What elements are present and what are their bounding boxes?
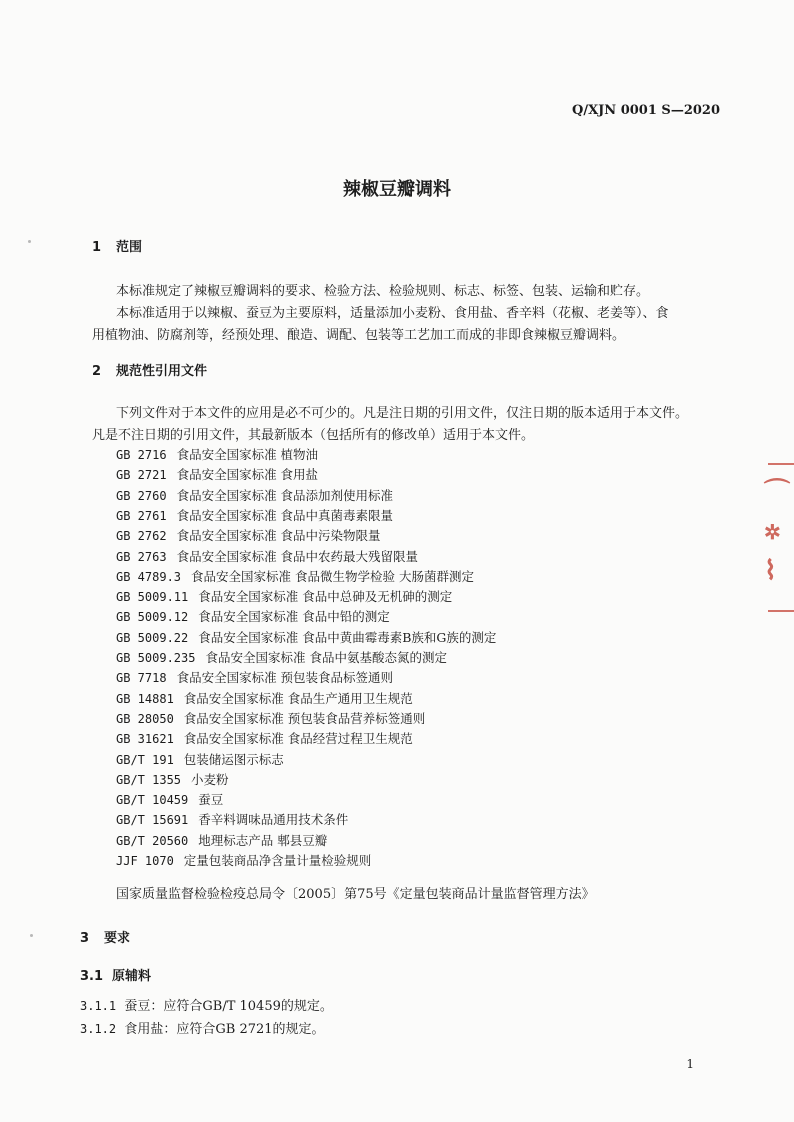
reference-code: GB 5009.12 [116, 610, 189, 625]
reference-code: GB 2760 [116, 488, 167, 503]
section-heading-scope [92, 236, 142, 255]
reference-title: 包装储运图示标志 [183, 751, 284, 767]
reference-item [116, 506, 393, 524]
reference-item [116, 587, 452, 605]
reference-code: GB 2762 [116, 529, 167, 544]
reference-item [116, 567, 474, 585]
reference-title: 食品安全国家标准 食品中铅的测定 [198, 609, 390, 625]
reference-title: 小麦粉 [191, 771, 229, 787]
reference-code: GB 14881 [116, 691, 174, 706]
paragraph: 下列文件对于本文件的应用是必不可少的。凡是注日期的引用文件，仅注日期的版本适用于本文件。 [116, 406, 689, 421]
reference-title: 食品安全国家标准 食品中总砷及无机砷的测定 [198, 589, 453, 605]
reference-code: GB/T 191 [116, 752, 174, 767]
reference-title: 食品安全国家标准 食品中氨基酸态氮的测定 [205, 650, 447, 665]
clause [80, 995, 333, 1014]
section-heading-normative-references [92, 360, 207, 379]
seal-stamp-edge [768, 463, 794, 465]
section-title: 要求 [104, 931, 131, 946]
reference-code: JJF 1070 [116, 854, 174, 868]
reference-title: 香辛料调味品通用技术条件 [198, 812, 349, 828]
subsection-number: 3.1 [80, 969, 104, 984]
reference-title: 食品安全国家标准 植物油 [176, 447, 319, 462]
reference-title: 食品安全国家标准 食品添加剂使用标准 [176, 487, 394, 503]
reference-item [116, 628, 496, 646]
clause [80, 1018, 325, 1037]
reference-title: 定量包装商品净含量计量检验规则 [183, 853, 372, 868]
reference-item [116, 790, 223, 808]
reference-code: GB/T 15691 [116, 813, 189, 828]
clause-number: 3.1.1 [80, 999, 117, 1013]
reference-item [116, 851, 371, 869]
reference-code: GB 5009.22 [116, 630, 189, 645]
section-number: 3 [80, 931, 90, 946]
seal-stamp-edge [768, 610, 794, 612]
reference-title: 食品安全国家标准 食用盐 [176, 467, 319, 483]
seal-stamp-mark: ⌒ [764, 478, 791, 508]
paragraph: 本标准适用于以辣椒、蚕豆为主要原料，适量添加小麦粉、食用盐、香辛料（花椒、老姜等）、食 [116, 306, 669, 321]
seal-stamp-mark: ✲ [764, 520, 781, 544]
document-title: 辣椒豆瓣调料 [343, 179, 451, 200]
reference-item [116, 689, 413, 707]
reference-title: 食品安全国家标准 食品生产通用卫生规范 [183, 690, 413, 706]
reference-code: GB 28050 [116, 711, 174, 726]
subsection-title: 原辅料 [112, 969, 152, 984]
decree-reference: 国家质量监督检验检疫总局令〔2005〕第75号《定量包装商品计量监督管理方法》 [116, 887, 595, 902]
reference-item [116, 547, 418, 565]
reference-item [116, 486, 393, 504]
scan-speck [30, 934, 33, 937]
reference-code: GB 7718 [116, 671, 167, 686]
subsection-heading-raw-materials [80, 965, 151, 984]
reference-item [116, 729, 413, 747]
standard-code: Q/XJN 0001 S—2020 [572, 103, 720, 118]
reference-code: GB/T 1355 [116, 772, 182, 787]
reference-code: GB 2721 [116, 468, 167, 483]
seal-stamp-mark: ⌇ [764, 556, 777, 586]
section-title: 规范性引用文件 [116, 364, 208, 379]
reference-title: 食品安全国家标准 食品经营过程卫生规范 [183, 731, 413, 747]
reference-title: 食品安全国家标准 预包装食品营养标签通则 [183, 710, 426, 726]
reference-item [116, 465, 318, 483]
section-heading-requirements [80, 927, 130, 946]
page-number: 1 [686, 1057, 694, 1071]
paragraph: 凡是不注日期的引用文件，其最新版本（包括所有的修改单）适用于本文件。 [92, 428, 535, 443]
reference-item [116, 709, 425, 727]
reference-code: GB 2761 [116, 508, 167, 523]
reference-item [116, 750, 284, 768]
scan-speck [28, 240, 31, 243]
clause-text: 蚕豆：应符合GB/T 10459的规定。 [124, 999, 333, 1014]
reference-code: GB 2763 [116, 549, 167, 564]
paragraph: 用植物油、防腐剂等，经预处理、酿造、调配、包装等工艺加工而成的非即食辣椒豆瓣调料。 [92, 328, 626, 343]
reference-code: GB/T 10459 [116, 793, 189, 808]
section-number: 2 [92, 364, 102, 379]
reference-title: 食品安全国家标准 食品中农药最大残留限量 [176, 548, 419, 564]
reference-title: 食品安全国家标准 食品微生物学检验 大肠菌群测定 [191, 568, 474, 584]
reference-code: GB 5009.11 [116, 590, 189, 605]
section-number: 1 [92, 240, 102, 255]
reference-code: GB/T 20560 [116, 833, 189, 848]
reference-title: 食品安全国家标准 食品中污染物限量 [176, 528, 381, 544]
paragraph: 本标准规定了辣椒豆瓣调料的要求、检验方法、检验规则、标志、标签、包装、运输和贮存。 [116, 284, 650, 299]
reference-item [116, 526, 381, 544]
reference-title: 食品安全国家标准 食品中真菌毒素限量 [176, 507, 394, 523]
reference-title: 食品安全国家标准 预包装食品标签通则 [176, 670, 394, 686]
clause-text: 食用盐：应符合GB 2721的规定。 [124, 1022, 325, 1037]
reference-title: 蚕豆 [198, 792, 224, 808]
reference-title: 地理标志产品 郫县豆瓣 [198, 832, 328, 848]
clause-number: 3.1.2 [80, 1022, 117, 1036]
reference-item [116, 831, 327, 849]
reference-item [116, 810, 348, 828]
reference-item [116, 445, 318, 463]
reference-code: GB 2716 [116, 448, 167, 462]
reference-title: 食品安全国家标准 食品中黄曲霉毒素B族和G族的测定 [198, 629, 497, 645]
reference-code: GB 5009.235 [116, 651, 196, 665]
reference-item [116, 770, 229, 788]
reference-code: GB 4789.3 [116, 569, 182, 584]
reference-item [116, 607, 390, 625]
section-title: 范围 [116, 240, 143, 255]
reference-item [116, 648, 447, 666]
reference-code: GB 31621 [116, 732, 174, 747]
reference-item [116, 668, 393, 686]
